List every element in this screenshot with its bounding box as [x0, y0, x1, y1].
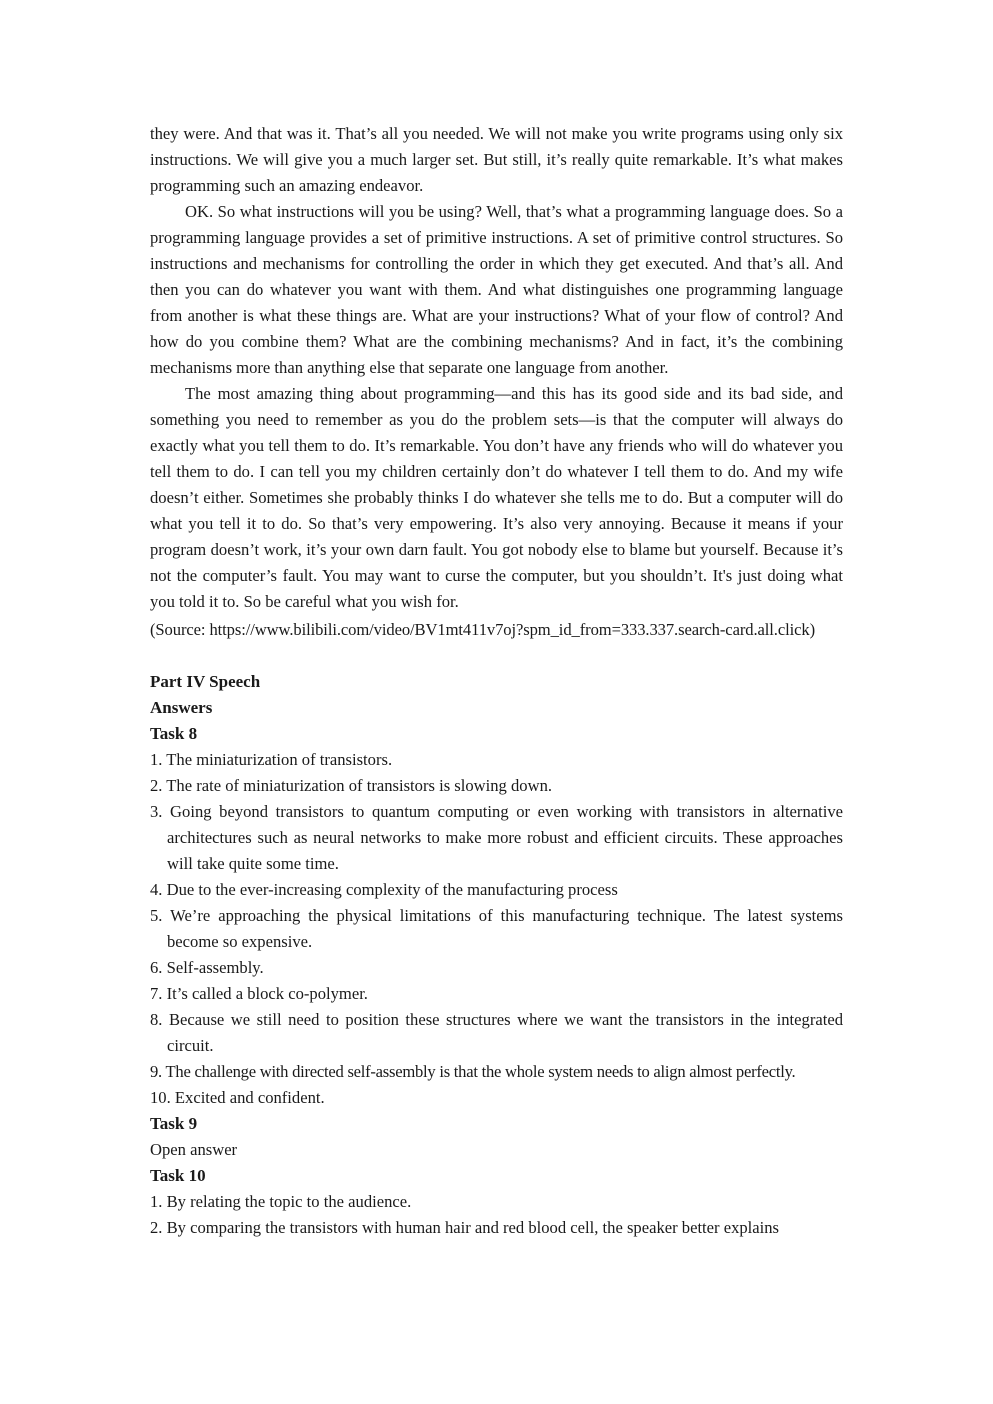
task-10-heading: Task 10 — [150, 1166, 206, 1185]
list-item: 1. By relating the topic to the audience. — [150, 1192, 412, 1211]
list-item: 10. Excited and confident. — [150, 1088, 325, 1107]
task-10-answers — [150, 1189, 843, 1241]
body-paragraph-3: The most amazing thing about programming—and this has its good side and its bad side, and something you need to remember as you do the problem sets—is that the computer will always do exactly what you tell them to do. It’s remarkable. You don’t have any friends who will do whatever you tell them to do. I can tell you my children certainly don’t do whatever I tell them to do. And my wife doesn’t either. Sometimes she probably thinks I do whatever she tells me to do. But a computer will do what you tell it to do. So that’s very empowering. It’s also very annoying. Because it means if your program doesn’t work, it’s your own darn fault. You got nobody else to blame but yourself. Because it’s not the computer’s fault. You may want to curse the computer, but you shouldn’t. It's just doing what you told it to. So be careful what you wish for. — [150, 384, 843, 611]
list-item: 8. Because we still need to position these structures where we want the transistors in the integrated circuit. — [150, 1010, 843, 1055]
list-item: 3. Going beyond transistors to quantum computing or even working with transistors in alternative architectures such as neural networks to make more robust and efficient circuits. These approaches will take quite some time. — [150, 802, 843, 873]
task-9-answer: Open answer — [150, 1140, 238, 1159]
list-item: 1. The miniaturization of transistors. — [150, 750, 393, 769]
source-citation: (Source: https://www.bilibili.com/video/BV1mt411v7oj?spm_id_from=333.337.search-card.all.click) — [150, 620, 816, 639]
list-item: 4. Due to the ever-increasing complexity of the manufacturing process — [150, 880, 618, 899]
answers-heading: Answers — [150, 698, 213, 717]
task-8-answers — [150, 747, 843, 1111]
part-heading: Part IV Speech — [150, 672, 261, 691]
body-paragraph-2: OK. So what instructions will you be using? Well, that’s what a programming language does. So a programming language provides a set of primitive instructions. A set of primitive control structures. So instructions and mechanisms for controlling the order in which they get executed. And that’s all. And then you can do whatever you want with them. And what distinguishes one programming language from another is what these things are. What are your instructions? What of your flow of control? And how do you combine them? What are the combining mechanisms? And in fact, it’s the combining mechanisms more than anything else that separate one language from another. — [150, 202, 843, 377]
list-item: 5. We’re approaching the physical limitations of this manufacturing technique. The latest systems become so expensive. — [150, 906, 843, 951]
list-item: 9. The challenge with directed self-assembly is that the whole system needs to align almost perfectly. — [150, 1062, 796, 1081]
list-item: 6. Self-assembly. — [150, 958, 264, 977]
list-item: 7. It’s called a block co-polymer. — [150, 984, 368, 1003]
document-page — [150, 121, 843, 1241]
task-8-heading: Task 8 — [150, 724, 198, 743]
task-9-heading: Task 9 — [150, 1114, 198, 1133]
list-item: 2. The rate of miniaturization of transistors is slowing down. — [150, 776, 553, 795]
list-item: 2. By comparing the transistors with human hair and red blood cell, the speaker better explains — [150, 1218, 780, 1237]
body-paragraph-1: they were. And that was it. That’s all you needed. We will not make you write programs using only six instructions. We will give you a much larger set. But still, it’s really quite remarkable. It’s what makes programming such an amazing endeavor. — [150, 124, 843, 195]
